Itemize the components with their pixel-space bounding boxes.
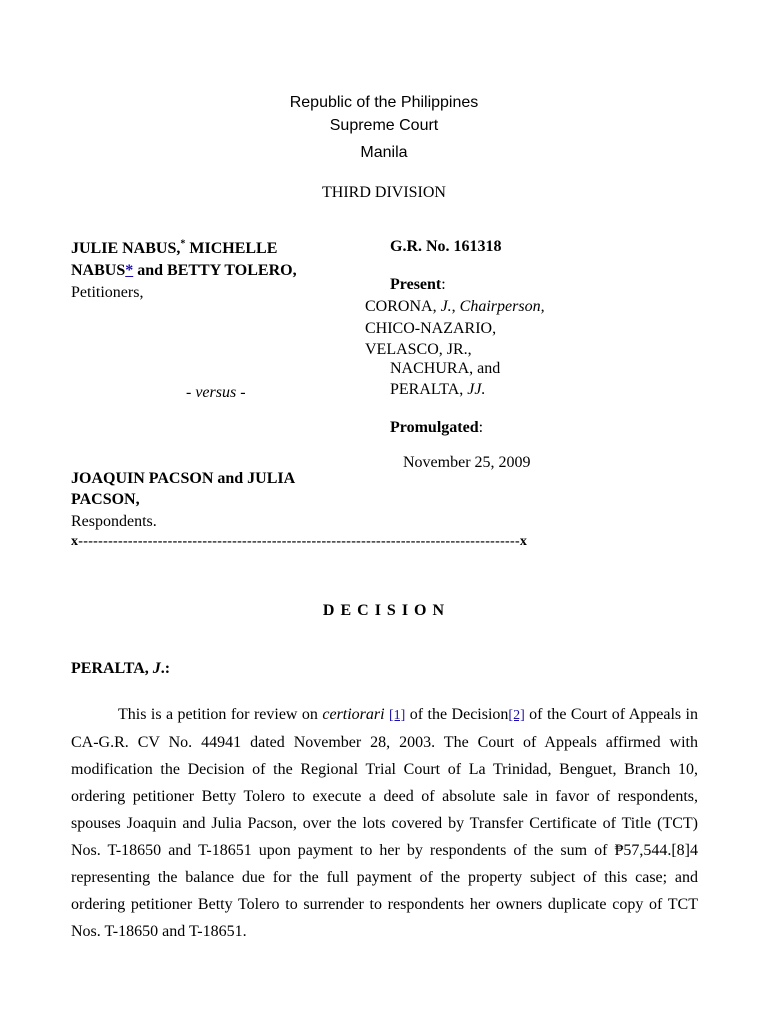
justice-velasco: VELASCO, JR., bbox=[365, 341, 472, 358]
respondents-role: Respondents. bbox=[71, 513, 157, 530]
petitioners-role: Petitioners, bbox=[71, 284, 144, 301]
header-supreme-court: Supreme Court bbox=[329, 117, 439, 134]
footnote-marker: * bbox=[180, 238, 186, 250]
gr-number: G.R. No. 161318 bbox=[390, 238, 502, 255]
division-title: THIRD DIVISION bbox=[322, 184, 446, 201]
justice-nachura: NACHURA, and bbox=[390, 360, 501, 377]
justice-corona: CORONA, J., Chairperson, bbox=[365, 298, 545, 315]
footnote-link-star[interactable]: * bbox=[125, 262, 134, 279]
ponente: PERALTA, J.: bbox=[71, 660, 171, 677]
versus-label: - versus - bbox=[186, 384, 246, 401]
petitioners-line1: JULIE NABUS,* MICHELLE bbox=[71, 238, 278, 257]
separator-rule: x-----------------------------------------------------------------------------------------x bbox=[71, 534, 528, 549]
decision-paragraph: This is a petition for review on certiorari [1] of the Decision[2] of the Court of Appeals in CA-G.R. CV No. 44941 dated November 28, 2003. The Court of Appeals affirmed with modification the Decision of the Regional Trial Court of La Trinidad, Benguet, Branch 10, ordering petitioner Betty Tolero to execute a deed of absolute sale in favor of respondents, spouses Joaquin and Julia Pacson, over the lots covered by Transfer Certificate of Title (TCT) Nos. T-18650 and T-18651 upon payment to her by respondents of the sum of ₱57,544.[8]4 representing the balance due for the full payment of the property subject of this case; and ordering petitioner Betty Tolero to surrender to respondents her owners duplicate copy of TCT Nos. T-18650 and T-18651. bbox=[71, 706, 698, 940]
petitioners-line2: NABUS* and BETTY TOLERO, bbox=[71, 262, 297, 279]
header-republic: Republic of the Philippines bbox=[289, 94, 479, 111]
respondents-line1: JOAQUIN PACSON and JULIA bbox=[71, 470, 296, 487]
respondents-line2: PACSON, bbox=[71, 491, 140, 508]
present-label: Present: bbox=[390, 276, 446, 293]
justice-peralta: PERALTA, JJ. bbox=[390, 381, 486, 398]
justice-chico-nazario: CHICO-NAZARIO, bbox=[365, 320, 497, 337]
footnote-link-2[interactable]: [2] bbox=[508, 708, 525, 723]
promulgated-label: Promulgated: bbox=[390, 419, 484, 436]
footnote-link-1[interactable]: [1] bbox=[389, 708, 406, 723]
promulgated-date: November 25, 2009 bbox=[403, 454, 531, 471]
decision-title: D E C I S I O N bbox=[322, 602, 446, 619]
header-manila: Manila bbox=[360, 144, 408, 161]
